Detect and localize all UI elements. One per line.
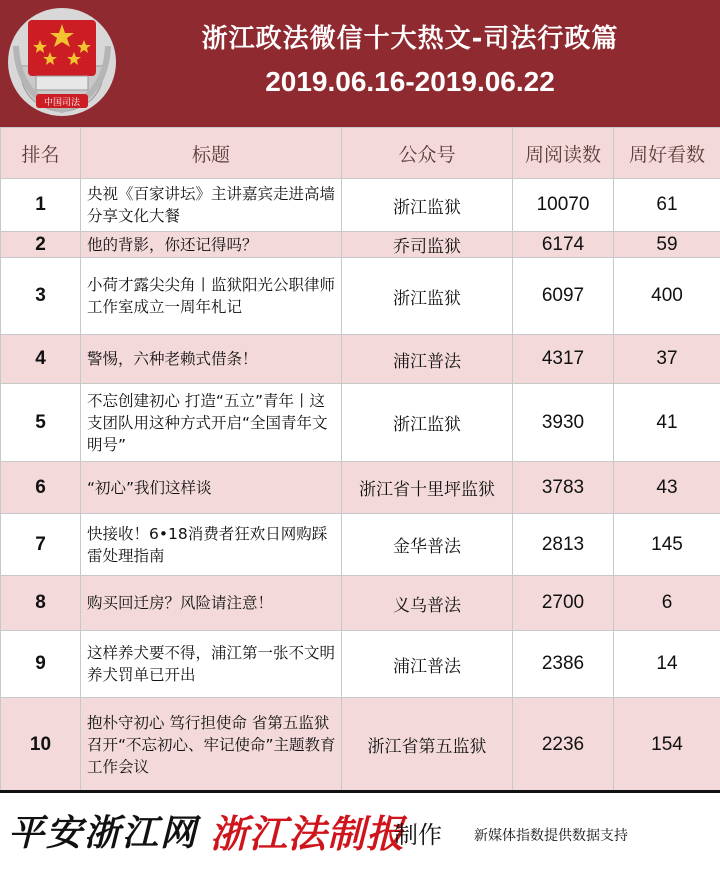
rank-cell: 3 bbox=[1, 258, 81, 335]
column-header-account: 公众号 bbox=[342, 128, 513, 179]
title-cell[interactable]: 他的背影，你还记得吗？ bbox=[81, 232, 342, 258]
likes-cell: 6 bbox=[614, 576, 720, 631]
account-cell: 浙江监狱 bbox=[342, 384, 513, 462]
page-title: 浙江政法微信十大热文-司法行政篇 bbox=[130, 18, 690, 55]
table-row bbox=[1, 384, 720, 462]
date-range: 2019.06.16-2019.06.22 bbox=[130, 66, 690, 98]
rank-cell: 8 bbox=[1, 576, 81, 631]
table-row bbox=[1, 258, 720, 335]
rank-cell: 4 bbox=[1, 335, 81, 384]
rank-cell: 2 bbox=[1, 232, 81, 258]
made-by-label: 制作 bbox=[394, 815, 442, 850]
table-row bbox=[1, 698, 720, 792]
account-cell: 浙江监狱 bbox=[342, 258, 513, 335]
title-cell[interactable]: 快接收！6•18消费者狂欢日网购踩雷处理指南 bbox=[81, 514, 342, 576]
footer-credits bbox=[0, 790, 720, 877]
table-row bbox=[1, 462, 720, 514]
reads-cell: 3930 bbox=[513, 384, 614, 462]
title-cell[interactable]: 这样养犬要不得，浦江第一张不文明养犬罚单已开出 bbox=[81, 631, 342, 698]
likes-cell: 41 bbox=[614, 384, 720, 462]
likes-cell: 154 bbox=[614, 698, 720, 792]
reads-cell: 2386 bbox=[513, 631, 614, 698]
likes-cell: 14 bbox=[614, 631, 720, 698]
account-cell: 浙江监狱 bbox=[342, 179, 513, 232]
table-row bbox=[1, 179, 720, 232]
title-cell[interactable]: 小荷才露尖尖角丨监狱阳光公职律师工作室成立一周年札记 bbox=[81, 258, 342, 335]
likes-cell: 43 bbox=[614, 462, 720, 514]
account-cell: 义乌普法 bbox=[342, 576, 513, 631]
rank-cell: 1 bbox=[1, 179, 81, 232]
rank-cell: 7 bbox=[1, 514, 81, 576]
data-support-note: 新媒体指数提供数据支持 bbox=[474, 825, 628, 845]
title-cell[interactable]: “初心”我们这样谈 bbox=[81, 462, 342, 514]
ranking-table bbox=[0, 127, 720, 792]
reads-cell: 6097 bbox=[513, 258, 614, 335]
judicial-emblem-icon bbox=[6, 6, 118, 118]
title-cell[interactable]: 购买回迁房？风险请注意！ bbox=[81, 576, 342, 631]
header-banner bbox=[0, 0, 720, 127]
column-header-rank: 排名 bbox=[1, 128, 81, 179]
rank-cell: 5 bbox=[1, 384, 81, 462]
rank-cell: 10 bbox=[1, 698, 81, 792]
likes-cell: 400 bbox=[614, 258, 720, 335]
likes-cell: 37 bbox=[614, 335, 720, 384]
column-header-weekly-likes: 周好看数 bbox=[614, 128, 720, 179]
table-row bbox=[1, 232, 720, 258]
reads-cell: 2700 bbox=[513, 576, 614, 631]
reads-cell: 6174 bbox=[513, 232, 614, 258]
reads-cell: 3783 bbox=[513, 462, 614, 514]
account-cell: 乔司监狱 bbox=[342, 232, 513, 258]
title-cell[interactable]: 央视《百家讲坛》主讲嘉宾走进高墙分享文化大餐 bbox=[81, 179, 342, 232]
account-cell: 浦江普法 bbox=[342, 631, 513, 698]
title-cell[interactable]: 抱朴守初心 笃行担使命 省第五监狱召开“不忘初心、牢记使命”主题教育工作会议 bbox=[81, 698, 342, 792]
reads-cell: 2236 bbox=[513, 698, 614, 792]
column-header-title: 标题 bbox=[81, 128, 342, 179]
likes-cell: 59 bbox=[614, 232, 720, 258]
reads-cell: 4317 bbox=[513, 335, 614, 384]
table-row bbox=[1, 514, 720, 576]
table-row bbox=[1, 576, 720, 631]
likes-cell: 145 bbox=[614, 514, 720, 576]
reads-cell: 2813 bbox=[513, 514, 614, 576]
table-row bbox=[1, 631, 720, 698]
likes-cell: 61 bbox=[614, 179, 720, 232]
table-row bbox=[1, 335, 720, 384]
reads-cell: 10070 bbox=[513, 179, 614, 232]
account-cell: 浙江省第五监狱 bbox=[342, 698, 513, 792]
rank-cell: 6 bbox=[1, 462, 81, 514]
account-cell: 浦江普法 bbox=[342, 335, 513, 384]
account-cell: 金华普法 bbox=[342, 514, 513, 576]
zhejiang-legal-daily-logo: 浙江法制报 bbox=[210, 803, 405, 858]
rank-cell: 9 bbox=[1, 631, 81, 698]
column-header-weekly-reads: 周阅读数 bbox=[513, 128, 614, 179]
pingan-zhejiang-logo: 平安浙江网 bbox=[8, 805, 198, 856]
svg-text:中国司法: 中国司法 bbox=[44, 96, 81, 108]
account-cell: 浙江省十里坪监狱 bbox=[342, 462, 513, 514]
title-cell[interactable]: 警惕，六种老赖式借条！ bbox=[81, 335, 342, 384]
title-cell[interactable]: 不忘创建初心 打造“五立”青年丨这支团队用这种方式开启“全国青年文明号” bbox=[81, 384, 342, 462]
